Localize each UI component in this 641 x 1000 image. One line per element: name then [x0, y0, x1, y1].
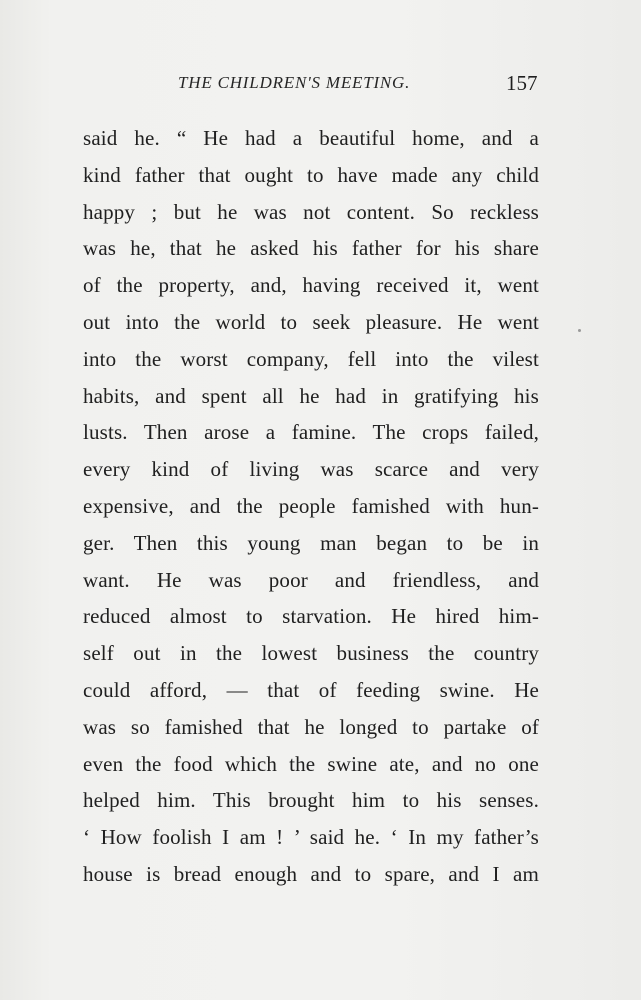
- text-line: house is bread enough and to spare, and I am: [83, 861, 539, 886]
- body-text: [83, 120, 539, 893]
- text-line: of the property, and, having received it, went: [83, 273, 539, 298]
- text-line: lusts. Then arose a famine. The crops failed,: [83, 420, 539, 445]
- paper-speck: [578, 329, 581, 332]
- page-header: [0, 73, 641, 103]
- page-number: 157: [506, 71, 538, 95]
- text-line: ‘ How foolish I am ! ’ said he. ‘ In my father’s: [83, 825, 539, 850]
- text-line: was so famished that he longed to partake of: [83, 714, 539, 739]
- text-line: habits, and spent all he had in gratifying his: [83, 383, 539, 408]
- text-line: was he, that he asked his father for his share: [83, 236, 539, 261]
- text-line: out into the world to seek pleasure. He went: [83, 309, 539, 334]
- text-line: kind father that ought to have made any child: [83, 162, 539, 187]
- text-line: could afford, — that of feeding swine. He: [83, 677, 539, 702]
- text-line: happy ; but he was not content. So reckless: [83, 199, 539, 224]
- text-line: even the food which the swine ate, and no one: [83, 751, 539, 776]
- text-line: every kind of living was scarce and very: [83, 457, 539, 482]
- text-line: helped him. This brought him to his senses.: [83, 788, 539, 813]
- text-line: into the worst company, fell into the vilest: [83, 346, 539, 371]
- text-line: reduced almost to starvation. He hired him-: [83, 604, 539, 629]
- text-line: expensive, and the people famished with hun-: [83, 493, 539, 518]
- running-title: THE CHILDREN'S MEETING.: [178, 73, 411, 92]
- text-line: ger. Then this young man began to be in: [83, 530, 539, 555]
- text-line: self out in the lowest business the country: [83, 641, 539, 666]
- text-line: said he. “ He had a beautiful home, and a: [83, 126, 539, 150]
- text-line: want. He was poor and friendless, and: [83, 567, 539, 592]
